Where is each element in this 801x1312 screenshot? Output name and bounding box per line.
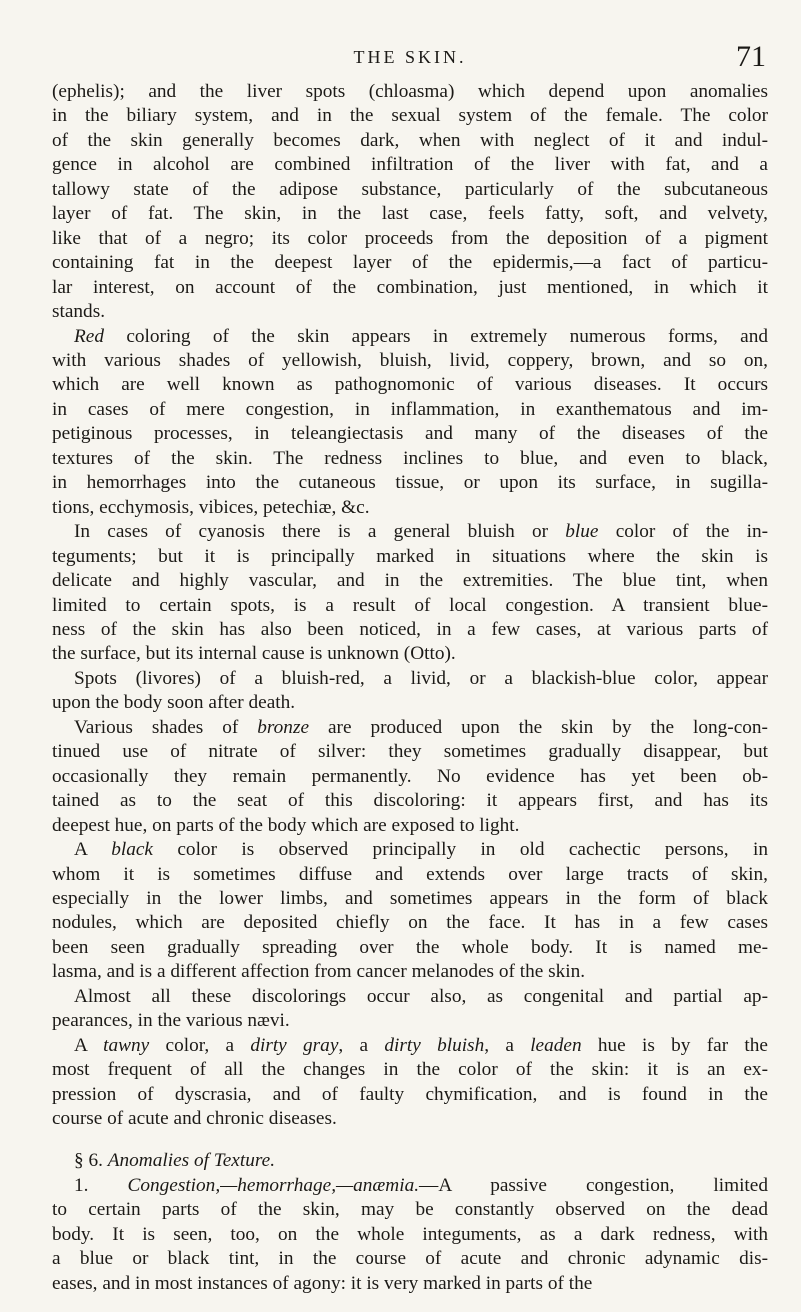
text-run: especially in the lower limbs, and sometimes appears in the form of black [52,887,768,909]
italic-term: dirty gray [250,1034,339,1056]
paragraph [52,325,768,521]
text-line [52,422,768,446]
text-line [52,838,768,862]
text-line [52,1034,768,1058]
text-run: body. It is seen, too, on the whole integuments, as a dark redness, with [52,1223,768,1245]
text-line [52,618,768,642]
text-line [52,447,768,471]
text-run: Spots (livores) of a bluish-red, a livid, or a blackish-blue color, appear [74,667,768,689]
text-run: teguments; but it is principally marked in situations where the skin is [52,545,768,567]
text-run: layer of fat. The skin, in the last case, feels fatty, soft, and velvety, [52,203,768,225]
italic-term: blue [565,521,599,543]
text-run: whom it is sometimes diffuse and extends over large tracts of skin, [52,863,768,885]
text-line [52,349,768,373]
text-run: tions, ecchymosis, vibices, petechiæ, &c. [52,496,370,518]
text-run: a blue or black tint, in the course of acute and chronic adynamic dis- [52,1248,768,1270]
text-line [52,569,768,593]
text-run: which are well known as pathognomonic of various diseases. It occurs [52,374,768,396]
text-line [52,398,768,422]
text-line [52,667,768,691]
paragraph [52,1149,768,1173]
text-run: color, a [149,1034,251,1056]
text-line [52,1198,768,1222]
text-run: upon the body soon after death. [52,692,296,714]
text-run: (ephelis); and the liver spots (chloasma) which depend upon anomalies [52,81,768,102]
text-line [52,153,768,177]
text-run: § 6. [74,1150,108,1172]
text-line [52,960,768,984]
text-line [52,129,768,153]
paragraph [52,1174,768,1296]
text-run: in the biliary system, and in the sexual system of the female. The color [52,105,768,127]
text-run: delicate and highly vascular, and in the extremities. The blue tint, when [52,570,768,592]
text-line [52,373,768,397]
text-line [52,716,768,740]
text-run: Various shades of [74,716,258,738]
text-run: limited to certain spots, is a result of local congestion. A transient blue- [52,594,768,616]
running-title: THE SKIN. [353,47,467,67]
text-run: occasionally they remain permanently. No evidence has yet been ob- [52,765,768,787]
text-run: 1. [74,1174,128,1196]
text-run: , a [338,1034,385,1056]
running-head [52,40,768,74]
text-run: tinued use of nitrate of silver: they sometimes gradually disappear, but [52,741,768,763]
text-run: pearances, in the various nævi. [52,1010,290,1032]
text-run: in hemorrhages into the cutaneous tissue, or upon its surface, in sugilla- [52,472,768,494]
text-line [52,80,768,104]
italic-term: Red [74,325,104,347]
text-run: A [74,839,112,861]
text-run: tained as to the seat of this discoloring: it appears first, and has its [52,790,768,812]
text-run: with various shades of yellowish, bluish, livid, coppery, brown, and so on, [52,349,768,371]
page-body [52,80,768,1296]
text-line [52,740,768,764]
text-run: In cases of cyanosis there is a general bluish or [74,521,566,543]
italic-term: Anomalies of Texture. [107,1150,276,1172]
text-line [52,985,768,1009]
text-line [52,1223,768,1247]
text-line [52,887,768,911]
text-line [52,911,768,935]
paragraph [52,1034,768,1132]
text-run: are produced upon the skin by the long-con- [309,716,768,738]
text-run: containing fat in the deepest layer of the epidermis,—a fact of particu- [52,252,768,274]
text-line [52,594,768,618]
text-run: to certain parts of the skin, may be constantly observed on the dead [52,1199,768,1221]
text-line [52,1107,768,1131]
text-line [52,300,768,324]
italic-term: black [111,839,153,861]
text-run: nodules, which are deposited chiefly on the face. It has in a few cases [52,912,768,934]
text-run: color is observed principally in old cachectic persons, in [153,839,768,861]
text-line [52,1174,768,1198]
italic-term: tawny [103,1034,150,1056]
text-line [52,471,768,495]
text-line [52,276,768,300]
text-run: tallowy state of the adipose substance, particularly of the subcutaneous [52,178,768,200]
paragraph [52,667,768,716]
text-run: petiginous processes, in teleangiectasis and many of the diseases of the [52,423,768,445]
text-line [52,178,768,202]
text-line [52,765,768,789]
text-line [52,863,768,887]
text-run: the surface, but its internal cause is unknown (Otto). [52,643,456,665]
text-run: ness of the skin has also been noticed, in a few cases, at various parts of [52,618,768,640]
text-run: Almost all these discolorings occur also, as congenital and partial ap- [74,985,768,1007]
text-run: been seen gradually spreading over the whole body. It is named me- [52,936,768,958]
italic-term: dirty bluish [384,1034,485,1056]
text-line [52,104,768,128]
text-line [52,496,768,520]
text-line [52,202,768,226]
text-line [52,1009,768,1033]
text-line [52,227,768,251]
text-line [52,545,768,569]
text-run: textures of the skin. The redness inclines to blue, and even to black, [52,447,768,469]
page-number: 71 [736,40,766,73]
paragraph [52,838,768,985]
text-run: eases, and in most instances of agony: it is very marked in parts of the [52,1272,593,1294]
text-run: gence in alcohol are combined infiltration of the liver with fat, and a [52,154,768,176]
text-line [52,1058,768,1082]
italic-term: bronze [257,716,310,738]
text-line [52,814,768,838]
text-line [52,936,768,960]
paragraph [52,716,768,838]
text-line [52,520,768,544]
text-run: —A passive congestion, limited [419,1174,768,1196]
italic-term: leaden [530,1034,582,1056]
paragraph [52,985,768,1034]
text-run: of the skin generally becomes dark, when with neglect of it and indul- [52,129,768,151]
text-run: deepest hue, on parts of the body which are exposed to light. [52,814,520,836]
text-run: lar interest, on account of the combination, just mentioned, in which it [52,276,768,298]
text-line [52,251,768,275]
text-run: color of the in- [598,521,769,543]
text-run: pression of dyscrasia, and of faulty chymification, and is found in the [52,1083,768,1105]
italic-term: Congestion,—hemorrhage,—anæmia. [127,1174,420,1196]
text-run: lasma, and is a different affection from cancer melanodes of the skin. [52,961,586,983]
text-run: in cases of mere congestion, in inflammation, in exanthematous and im- [52,398,768,420]
paragraph [52,80,768,325]
text-run: most frequent of all the changes in the color of the skin: it is an ex- [52,1059,768,1081]
text-run: A [74,1034,104,1056]
text-line [52,1083,768,1107]
text-run: , a [484,1034,531,1056]
text-line [52,642,768,666]
text-run: stands. [52,301,106,323]
text-line [52,691,768,715]
paragraph [52,520,768,667]
text-run: like that of a negro; its color proceeds from the deposition of a pigment [52,227,768,249]
text-run: hue is by far the [581,1034,768,1056]
text-line [52,1149,768,1173]
text-run: course of acute and chronic diseases. [52,1108,337,1130]
text-run: coloring of the skin appears in extremely numerous forms, and [103,325,768,347]
text-line [52,325,768,349]
text-line [52,789,768,813]
text-line [52,1272,768,1296]
text-line [52,1247,768,1271]
